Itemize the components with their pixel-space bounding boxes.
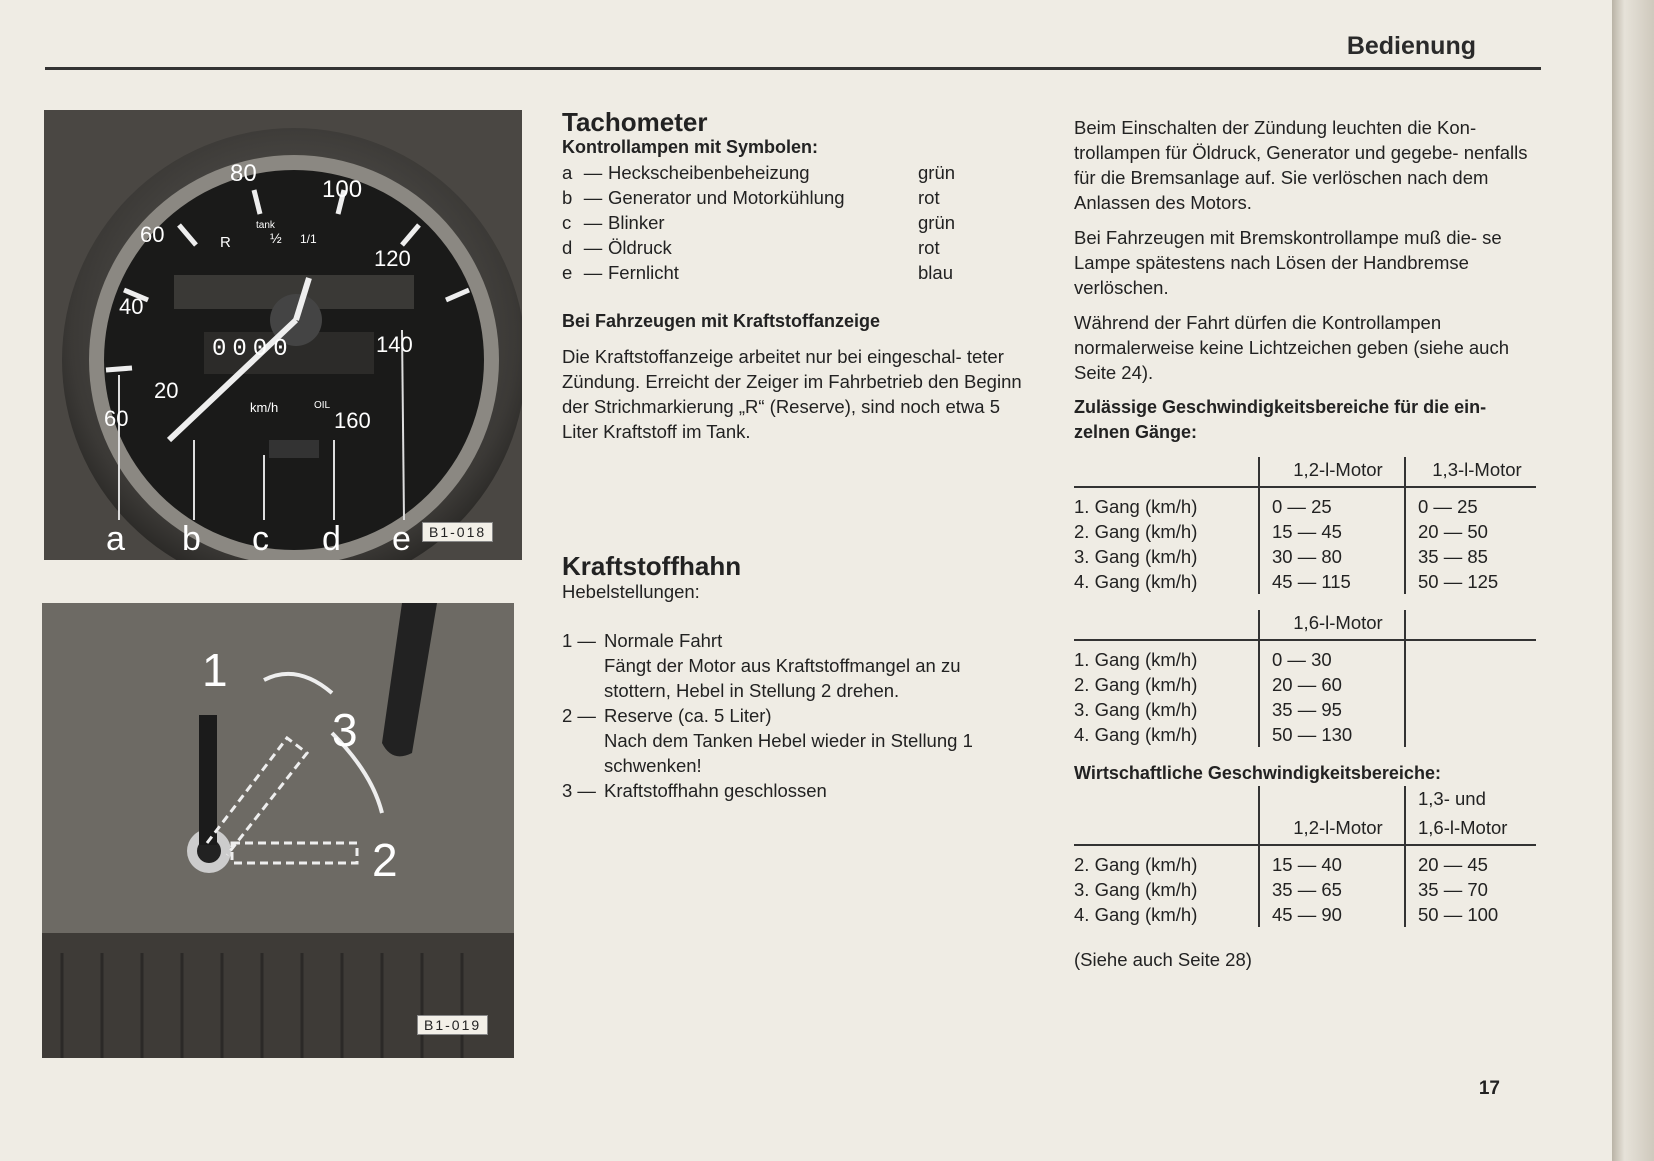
lever-intro: Hebelstellungen: — [562, 581, 700, 602]
dial-oil-label: OIL — [314, 400, 331, 411]
page-number: 17 — [1478, 1078, 1500, 1099]
lamp-list — [562, 160, 1032, 285]
lamp-name: Generator und Motorkühlung — [608, 187, 845, 208]
table-header-top: 1,3- und — [1405, 786, 1536, 815]
table-row — [1074, 697, 1536, 722]
lamp-dash: — — [583, 162, 603, 183]
table-row — [1074, 544, 1536, 569]
fuel-tap-illustration — [42, 603, 514, 1058]
table-header: 1,6-l-Motor — [1405, 815, 1536, 845]
speed-range: 20 — 50 — [1405, 519, 1536, 544]
lever-title: Normale Fahrt — [604, 630, 723, 651]
speed-range: 50 — 130 — [1259, 722, 1405, 747]
dial-number-120: 120 — [374, 246, 411, 271]
table-row — [1074, 722, 1536, 747]
table-row — [1074, 902, 1536, 927]
lamp-color: grün — [918, 162, 956, 183]
dial-full-mark: 1/1 — [300, 232, 317, 246]
brake-lamp-paragraph: Bei Fahrzeugen mit Bremskontrollampe muß die- se Lampe spätestens nach Lösen der Handbremse verlöschen. — [1074, 227, 1502, 298]
see-also-note: (Siehe auch Seite 28) — [1074, 949, 1252, 970]
header-rule — [45, 67, 1541, 70]
allowed-speed-table-2 — [1074, 610, 1536, 747]
lamp-name: Blinker — [608, 212, 665, 233]
lamp-dash: — — [583, 212, 603, 233]
position-3-label: 3 — [332, 704, 358, 756]
lamp-row — [562, 260, 1032, 285]
dial-number-160: 160 — [334, 408, 371, 433]
lamp-row — [562, 160, 1032, 185]
middle-column — [562, 107, 1032, 803]
table-row — [1074, 845, 1536, 877]
lamp-name: Fernlicht — [608, 262, 679, 283]
callout-b: b — [182, 520, 201, 558]
dial-number-140: 140 — [376, 332, 413, 357]
lamp-row — [562, 210, 1032, 235]
photo-code-b1-018: B1-018 — [422, 522, 493, 542]
page-edge — [1612, 0, 1654, 1161]
lamp-name: Öldruck — [608, 237, 672, 258]
economic-speed-title: Wirtschaftliche Geschwindigkeitsbereiche: — [1074, 763, 1441, 783]
gear-label: 1. Gang (km/h) — [1074, 649, 1198, 670]
speed-range: 0 — 30 — [1259, 640, 1405, 672]
allowed-speed-title: Zulässige Geschwindigkeitsbereiche für die ein- zelnen Gänge: — [1074, 397, 1487, 442]
lamp-dash: — — [583, 237, 603, 258]
lamp-row — [562, 235, 1032, 260]
gear-label: 2. Gang (km/h) — [1074, 521, 1198, 542]
lamp-dash: — — [583, 262, 603, 283]
speed-range: 35 — 70 — [1405, 877, 1536, 902]
table-row — [1074, 877, 1536, 902]
speed-range: 35 — 65 — [1259, 877, 1405, 902]
dial-half-mark: ½ — [270, 230, 282, 246]
lamp-dash: — — [583, 187, 603, 208]
callout-a: a — [106, 520, 125, 558]
lamp-key: a — [562, 162, 573, 183]
photo-code-b1-019: B1-019 — [417, 1015, 488, 1035]
dial-number-40: 40 — [119, 294, 144, 319]
lamp-key: e — [562, 262, 573, 283]
speedometer-illustration — [44, 110, 522, 560]
speed-range: 35 — 95 — [1259, 697, 1405, 722]
callout-e: e — [392, 520, 411, 558]
lamp-key: d — [562, 237, 573, 258]
callout-d: d — [322, 520, 341, 558]
lamp-name: Heckscheibenbeheizung — [608, 162, 810, 183]
economic-speed-table — [1074, 786, 1536, 927]
lever-num: 1 — — [562, 630, 596, 651]
gear-label: 2. Gang (km/h) — [1074, 674, 1198, 695]
dial-unit: km/h — [250, 400, 279, 415]
table-row — [1074, 487, 1536, 519]
lever-text: Fängt der Motor aus Kraftstoffmangel an zu stottern, Hebel in Stellung 2 drehen. — [604, 655, 961, 701]
lever-num: 3 — — [562, 780, 596, 801]
dial-tank-label: tank — [256, 220, 275, 231]
gear-label: 3. Gang (km/h) — [1074, 546, 1198, 567]
lever-title: Reserve (ca. 5 Liter) — [604, 705, 772, 726]
table-row — [1074, 672, 1536, 697]
table-row — [1074, 640, 1536, 672]
dial-number-80: 60 — [104, 406, 129, 431]
lamp-color: grün — [918, 212, 956, 233]
dial-reserve-mark: R — [220, 234, 231, 251]
dial-number-80b: 80 — [230, 160, 257, 187]
lamps-title: Kontrollampen mit Symbolen: — [562, 137, 819, 157]
speed-range: 50 — 125 — [1405, 569, 1536, 594]
lamp-color: blau — [918, 262, 953, 283]
speed-range: 50 — 100 — [1405, 902, 1536, 927]
allowed-speed-table-1 — [1074, 457, 1536, 594]
table-header: 1,2-l-Motor — [1259, 815, 1405, 845]
dial-odometer: 0000 — [212, 336, 294, 363]
speed-range: 20 — 45 — [1405, 845, 1536, 877]
gear-label: 4. Gang (km/h) — [1074, 724, 1198, 745]
lever-item-1 — [562, 628, 1032, 703]
fuel-gauge-title: Bei Fahrzeugen mit Kraftstoffanzeige — [562, 311, 881, 331]
speed-range: 15 — 40 — [1259, 845, 1405, 877]
table-header: 1,2-l-Motor — [1259, 457, 1405, 487]
lever-text: Nach dem Tanken Hebel wieder in Stellung 1 schwenken! — [604, 730, 973, 776]
ignition-paragraph: Beim Einschalten der Zündung leuchten die Kon- trollampen für Öldruck, Generator und gegebe- nenfalls für die Bremsanlage auf. Sie verlöschen nach dem Anlassen des Motors. — [1074, 117, 1528, 213]
fuel-tap-photo — [42, 603, 514, 1058]
lever-item-3 — [562, 778, 1032, 803]
table-header: 1,6-l-Motor — [1259, 610, 1405, 640]
dial-number-60: 60 — [140, 222, 165, 247]
gear-label: 4. Gang (km/h) — [1074, 904, 1198, 925]
callout-c: c — [252, 520, 269, 558]
lever-item-2 — [562, 703, 1032, 778]
tachometer-title: Tachometer — [562, 107, 708, 137]
speed-range: 15 — 45 — [1259, 519, 1405, 544]
lamp-color: rot — [918, 187, 940, 208]
gear-label: 3. Gang (km/h) — [1074, 879, 1198, 900]
speed-range: 30 — 80 — [1259, 544, 1405, 569]
gear-label: 1. Gang (km/h) — [1074, 496, 1198, 517]
lamp-row — [562, 185, 1032, 210]
fuel-gauge-text: Die Kraftstoffanzeige arbeitet nur bei eingeschal- teter Zündung. Erreicht der Zeiger im Fahrbetrieb den Beginn der Strichmarkierung „R“ (Reserve), sind noch etwa 5 Liter Kraftstoff im Tank. — [562, 346, 1022, 442]
speed-range: 35 — 85 — [1405, 544, 1536, 569]
position-2-label: 2 — [372, 834, 398, 886]
table-header: 1,3-l-Motor — [1405, 457, 1536, 487]
lamp-key: c — [562, 212, 572, 233]
lever-title: Kraftstoffhahn geschlossen — [604, 780, 827, 801]
speed-range: 0 — 25 — [1259, 487, 1405, 519]
gear-label: 2. Gang (km/h) — [1074, 854, 1198, 875]
speed-range: 45 — 90 — [1259, 902, 1405, 927]
lever-num: 2 — — [562, 705, 596, 726]
table-row — [1074, 519, 1536, 544]
speed-range: 0 — 25 — [1405, 487, 1536, 519]
driving-paragraph: Während der Fahrt dürfen die Kontrollampen normalerweise keine Lichtzeichen geben (siehe auch Seite 24). — [1074, 312, 1510, 383]
position-1-label: 1 — [202, 644, 228, 696]
dial-number-20: 20 — [154, 378, 179, 403]
speed-range: 20 — 60 — [1259, 672, 1405, 697]
gear-label: 3. Gang (km/h) — [1074, 699, 1198, 720]
lamp-color: rot — [918, 237, 940, 258]
section-header: Bedienung — [1346, 32, 1476, 60]
right-column — [1074, 115, 1544, 972]
kraftstoffhahn-title: Kraftstoffhahn — [562, 551, 742, 581]
dial-number-100: 100 — [322, 176, 363, 203]
speed-range: 45 — 115 — [1259, 569, 1405, 594]
gear-label: 4. Gang (km/h) — [1074, 571, 1198, 592]
speedometer-photo — [44, 110, 522, 560]
lamp-key: b — [562, 187, 573, 208]
table-row — [1074, 569, 1536, 594]
